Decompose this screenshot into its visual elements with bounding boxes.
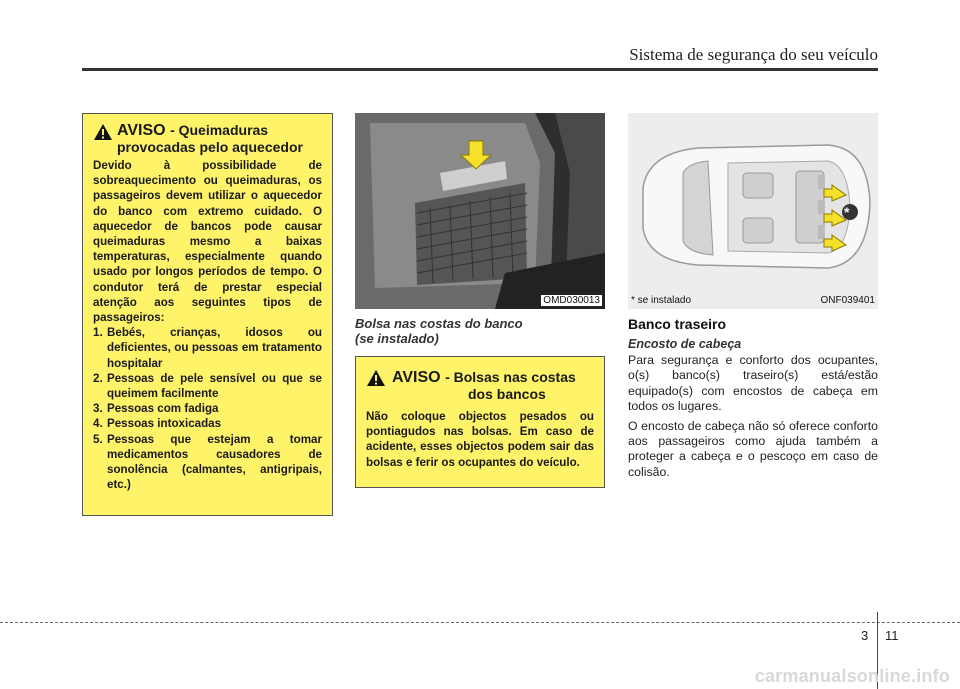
list-item: 1. Bebés, crianças, idosos ou deficientes, ou pessoas em tratamento hospitalar (93, 326, 322, 370)
warning-subtitle-1: - Queimaduras (170, 122, 269, 138)
chapter-number: 3 (861, 628, 869, 643)
warning-title (366, 369, 594, 403)
seatback-pocket-illustration (355, 113, 605, 309)
figure-note: * se instalado (631, 295, 692, 306)
list-item: 4. Pessoas intoxicadas (93, 417, 222, 431)
section-subheading: Encosto de cabeça (628, 337, 742, 351)
watermark: carmanualsonline.info (754, 666, 950, 686)
figure-code: OMD030013 (543, 295, 600, 306)
warning-paragraph: Devido à possibilidade de sobreaquecimento ou queimaduras, os passageiros devem utilizar o aquecedor do banco com extremo cuidado. O aquecedor de bancos pode causar queimaduras mesmo a baixas temperaturas, especialmente quando usado por longos períodos de tempo. O condutor terá de prestar especial atenção aos seguintes tipos de passageiros: (93, 159, 322, 325)
car-topview-illustration (628, 113, 878, 309)
warning-triangle-icon (93, 123, 113, 141)
warning-list (93, 325, 322, 492)
car-topview-image (628, 113, 878, 309)
footer-dashed-rule (0, 622, 960, 623)
body-paragraph: O encosto de cabeça não só oferece conforto aos passageiros como ajuda também a proteger a cabeça e o pescoço em caso de colisão. (628, 418, 878, 479)
seatback-pocket-image (355, 113, 605, 309)
warning-body (93, 158, 322, 492)
warning-label: AVISO (392, 369, 441, 386)
page-header-title: Sistema de segurança do seu veículo (629, 45, 878, 64)
warning-paragraph: Não coloque objectos pesados ou pontiagudos nas bolsas. Em caso de acidente, esses objectos podem sair das bolsas e ferir os ocupantes do veículo. (366, 410, 594, 469)
section-heading: Banco traseiro (628, 316, 727, 332)
warning-box-pockets (355, 356, 605, 488)
warning-subtitle-2: dos bancos (468, 386, 546, 402)
header-rule (82, 68, 878, 71)
figure-code: ONF039401 (820, 295, 875, 306)
star-marker: * (844, 204, 850, 220)
list-item: 3. Pessoas com fadiga (93, 402, 219, 416)
warning-label: AVISO (117, 122, 166, 139)
list-item: 2. Pessoas de pele sensível ou que se queimem facilmente (93, 371, 322, 401)
body-paragraph: Para segurança e conforto dos ocupantes, o(s) banco(s) traseiro(s) está/estão equipado(s) com encostos de cabeça em todos os lugares. (628, 353, 878, 414)
section-body (628, 353, 878, 484)
warning-body (366, 409, 594, 470)
list-item: 5. Pessoas que estejam a tomar medicamentos causadores de sonolência (calmantes, antigripais, etc.) (93, 432, 322, 492)
warning-triangle-icon (366, 369, 386, 387)
warning-subtitle-2: provocadas pelo aquecedor (117, 139, 303, 155)
page-number: 11 (885, 628, 899, 643)
figure-caption: Bolsa nas costas do banco (se instalado) (355, 316, 523, 346)
warning-title (93, 122, 322, 156)
warning-box-heater (82, 113, 333, 516)
warning-subtitle-1: - Bolsas nas costas (445, 369, 576, 385)
